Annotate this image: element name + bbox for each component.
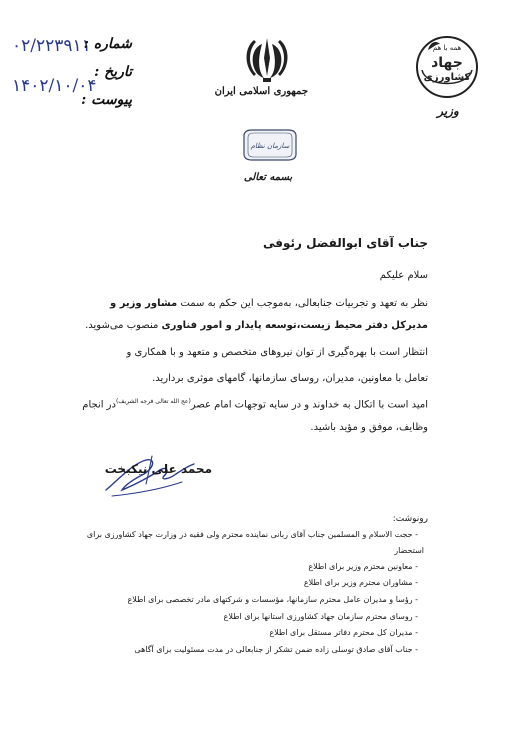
copy-recipient: - روسای محترم سازمان جهاد کشاورزی استانها برای اطلاع (223, 612, 418, 621)
national-emblem-icon (232, 36, 302, 88)
paragraph-line: انتظار است با بهره‌گیری از توان نیروهای متخصص و متعهد و با همکاری و (126, 347, 428, 358)
invocation-text: بسمه تعالی (243, 172, 293, 183)
copy-recipient: - رؤسا و مدیران عامل محترم سازمانها، مؤسسات و شرکتهای مادر تخصصی برای اطلاع (127, 595, 418, 604)
paragraph-line (85, 320, 428, 331)
position-title: مشاور وزیر و (110, 298, 178, 309)
ministry-role: وزیر (437, 104, 459, 118)
paragraph-text: نظر به تعهد و تجربیات جنابعالی، به‌موجب این حکم به سمت (177, 298, 428, 309)
copy-recipient: - معاونین محترم وزیر برای اطلاع (308, 562, 418, 571)
copy-recipient: - مدیران کل محترم دفاتر مستقل برای اطلاع (269, 628, 418, 637)
copies-label: رونوشت: (392, 514, 428, 524)
paragraph-line (82, 398, 428, 410)
addressee: جناب آقای ابوالفضل رئوفی (263, 236, 428, 250)
paragraph-text: در انجام (82, 399, 116, 411)
letter-date: ۱۴۰۲/۱۰/۰۴ (12, 76, 97, 96)
seal-text: سازمان نظام (250, 142, 290, 150)
handwritten-signature (102, 450, 202, 502)
ministry-logo-word1: جهاد (431, 55, 463, 71)
paragraph-text: منصوب می‌شوید. (85, 320, 162, 331)
greeting: سلام علیکم (379, 270, 428, 281)
date-label: تاریخ : (94, 64, 132, 80)
copy-recipient-continuation: استحضار (394, 546, 424, 555)
copy-recipient: - جناب آقای صادق توسلی زاده ضمن تشکر از جنابعالی در مدت مسئولیت برای آگاهی (134, 645, 418, 654)
copy-recipient: - حجت الاسلام و المسلمین جناب آقای ربانی نماینده محترم ولی فقیه در وزارت جهاد کشاورزی برای (86, 530, 418, 539)
paragraph-line: وظایف، موفق و مؤید باشید. (310, 422, 428, 433)
country-name: جمهوری اسلامی ایران (214, 86, 308, 97)
letter-number: ۰۲/۲۲۳۹۱۱ (12, 36, 91, 56)
paragraph-text: امید است با اتکال به خداوند و در سایه توجهات امام عصر (190, 399, 428, 411)
honorific-superscript: (عج الله تعالی فرجه الشریف) (115, 398, 191, 405)
department-title: مدیرکل دفتر محیط زیست،توسعه پایدار و امور فناوری (161, 320, 428, 331)
attachment-label: پیوست : (81, 92, 132, 108)
paragraph-line (110, 298, 428, 309)
number-label: شماره : (83, 36, 132, 52)
copy-recipient: - مشاوران محترم وزیر برای اطلاع (303, 578, 418, 587)
paragraph-line: تعامل با معاونین، مدیران، روسای سازمانها، گامهای موثری بردارید. (152, 373, 428, 384)
ministry-logo-word2: کشاورزی (423, 72, 471, 83)
ministry-logo (414, 34, 480, 100)
ministry-logo-top-text: همه با هم (432, 44, 462, 52)
signer-name: محمد علی نیکبخت (104, 462, 212, 476)
seal-stamp (240, 128, 300, 162)
